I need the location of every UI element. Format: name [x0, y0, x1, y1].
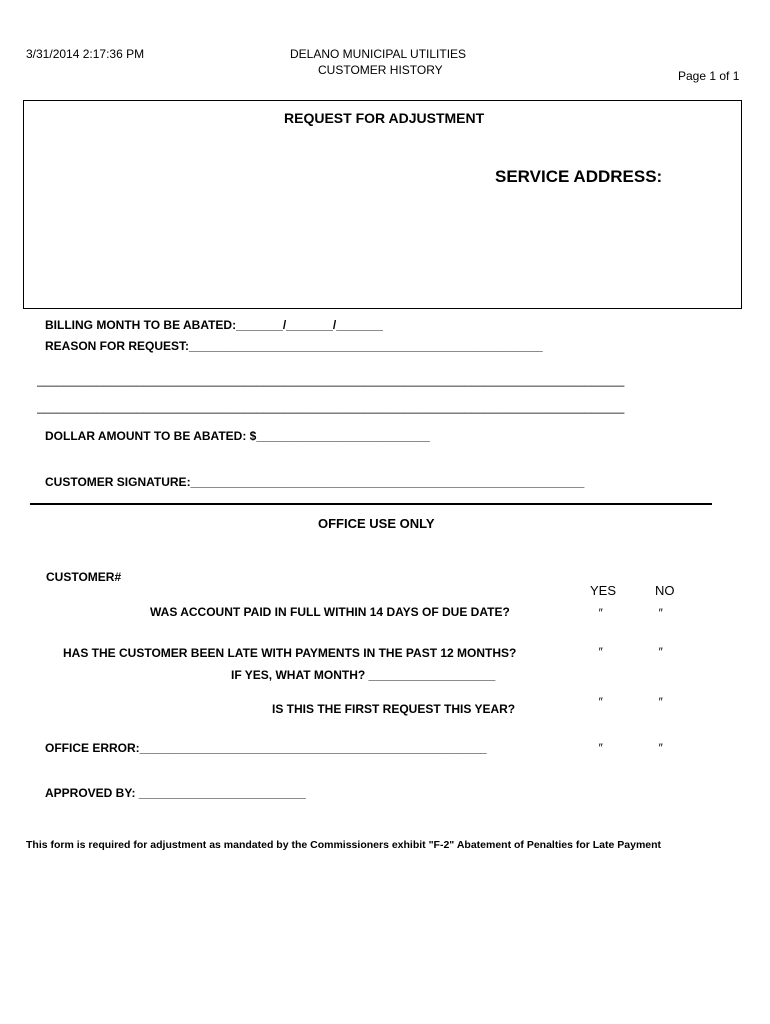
reason-line-1[interactable]: ________________________________________________________________________________________ [37, 373, 625, 387]
approved-by-field[interactable]: APPROVED BY: _________________________ [45, 786, 306, 800]
service-address-label: SERVICE ADDRESS: [495, 167, 663, 186]
yes-header: YES [590, 583, 617, 598]
request-title: REQUEST FOR ADJUSTMENT [284, 110, 485, 126]
reason-field[interactable]: REASON FOR REQUEST:_____________________________________________________ [45, 339, 543, 353]
question-paid-in-full: WAS ACCOUNT PAID IN FULL WITHIN 14 DAYS OF DUE DATE? [150, 605, 510, 619]
q1-yes-checkbox[interactable]: ″ [598, 606, 603, 620]
q1-no-checkbox[interactable]: ″ [658, 606, 663, 620]
timestamp: 3/31/2014 2:17:36 PM [26, 47, 145, 61]
no-header: NO [655, 583, 675, 598]
question-late-payments: HAS THE CUSTOMER BEEN LATE WITH PAYMENTS IN THE PAST 12 MONTHS? [63, 646, 517, 660]
q2-no-checkbox[interactable]: ″ [658, 645, 663, 659]
office-error-no-checkbox[interactable]: ″ [658, 741, 663, 755]
report-name: CUSTOMER HISTORY [318, 63, 443, 77]
reason-line-2[interactable]: ________________________________________________________________________________________ [37, 400, 625, 414]
org-name: DELANO MUNICIPAL UTILITIES [290, 47, 467, 61]
office-error-yes-checkbox[interactable]: ″ [598, 741, 603, 755]
divider [30, 503, 712, 505]
q3-yes-checkbox[interactable]: ″ [598, 695, 603, 709]
dollar-amount-field[interactable]: DOLLAR AMOUNT TO BE ABATED: $__________________________ [45, 429, 430, 443]
office-use-title: OFFICE USE ONLY [318, 516, 435, 531]
question-first-request: IS THIS THE FIRST REQUEST THIS YEAR? [272, 702, 516, 716]
customer-number-label: CUSTOMER# [46, 570, 122, 584]
page-info: Page 1 of 1 [678, 69, 740, 83]
customer-signature-field[interactable]: CUSTOMER SIGNATURE:___________________________________________________________ [45, 475, 585, 489]
request-box [23, 100, 742, 309]
q2-yes-checkbox[interactable]: ″ [598, 645, 603, 659]
office-error-field[interactable]: OFFICE ERROR:____________________________________________________ [45, 741, 487, 755]
late-month-field[interactable]: IF YES, WHAT MONTH? ___________________ [231, 668, 496, 682]
q3-no-checkbox[interactable]: ″ [658, 695, 663, 709]
billing-month-field[interactable]: BILLING MONTH TO BE ABATED:_______/_______/_______ [45, 318, 383, 332]
footer-note: This form is required for adjustment as mandated by the Commissioners exhibit "F-2" Abatement of Penalties for Late Payment [26, 839, 662, 851]
